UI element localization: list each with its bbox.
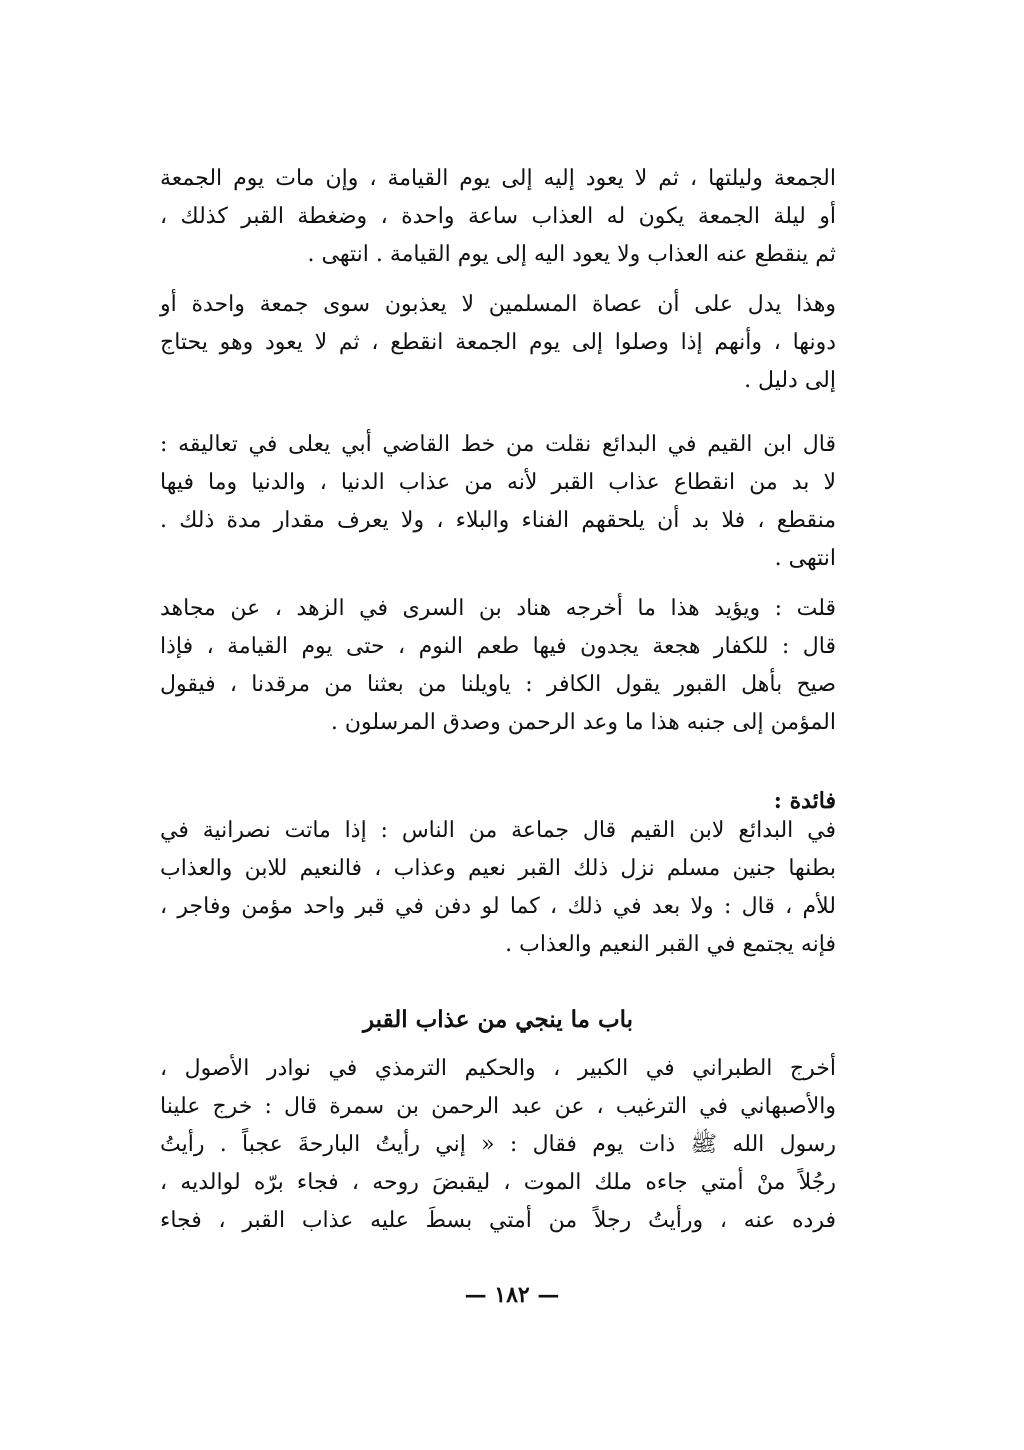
text-line: رجُلاً منْ أمتي جاءه ملك الموت ، ليقبضَ روحه ، فجاء برّه لوالديه ، xyxy=(160,1170,836,1195)
paragraph-2 xyxy=(160,286,836,400)
text-line: فرده عنه ، ورأيتُ رجلاً من أمتي بسطَ عليه عذاب القبر ، فجاء xyxy=(160,1208,836,1233)
text-line: المؤمن إلى جنبه هذا ما وعد الرحمن وصدق المرسلون . xyxy=(330,710,836,735)
text-line: انتهى . xyxy=(774,546,836,571)
text-line: والأصبهاني في الترغيب ، عن عبد الرحمن بن سمرة قال : خرج علينا xyxy=(160,1094,836,1119)
paragraph-6 xyxy=(160,1050,836,1240)
text-line: فإنه يجتمع في القبر النعيم والعذاب . xyxy=(505,932,836,957)
text-line: وهذا يدل على أن عصاة المسلمين لا يعذبون سوى جمعة واحدة أو xyxy=(160,292,836,317)
heading-text: فائدة : xyxy=(773,788,836,814)
chapter-title: باب ما ينجي من عذاب القبر xyxy=(362,1006,634,1033)
page-number: — ١٨٢ — xyxy=(464,1282,560,1308)
paragraph-5 xyxy=(160,812,836,964)
text-line: إلى دليل . xyxy=(744,368,836,393)
paragraph-4 xyxy=(160,590,836,742)
text-line: قال : للكفار هجعة يجدون فيها طعم النوم ، حتى يوم القيامة ، فإذا xyxy=(160,634,836,659)
text-line: أخرج الطبراني في الكبير ، والحكيم الترمذي في نوادر الأصول ، xyxy=(160,1056,836,1081)
text-line: قال ابن القيم في البدائع نقلت من خط القاضي أبي يعلى في تعاليقه : xyxy=(160,432,836,457)
text-line: للأم ، قال : ولا بعد في ذلك ، كما لو دفن في قبر واحد مؤمن وفاجر ، xyxy=(160,894,836,919)
text-line: منقطع ، فلا بد أن يلحقهم الفناء والبلاء ، ولا يعرف مقدار مدة ذلك . xyxy=(160,508,836,533)
paragraph-3 xyxy=(160,426,836,578)
text-line: في البدائع لابن القيم قال جماعة من الناس : إذا ماتت نصرانية في xyxy=(160,818,836,843)
text-line: بطنها جنين مسلم نزل ذلك القبر نعيم وعذاب ، فالنعيم للابن والعذاب xyxy=(160,856,836,881)
text-line: لا بد من انقطاع عذاب القبر لأنه من عذاب الدنيا ، والدنيا وما فيها xyxy=(160,470,836,495)
text-line: صيح بأهل القبور يقول الكافر : ياويلنا من بعثنا من مرقدنا ، فيقول xyxy=(160,672,836,697)
text-line: دونها ، وأنهم إذا وصلوا إلى يوم الجمعة انقطع ، ثم لا يعود وهو يحتاج xyxy=(160,330,836,355)
text-line: الجمعة وليلتها ، ثم لا يعود إليه إلى يوم القيامة ، وإن مات يوم الجمعة xyxy=(160,166,836,191)
text-line: رسول الله ﷺ ذات يوم فقال : « إني رأيتُ البارحةَ عجباً . رأيتُ xyxy=(160,1132,836,1157)
text-line: أو ليلة الجمعة يكون له العذاب ساعة واحدة ، وضغطة القبر كذلك ، xyxy=(160,204,836,229)
text-line: قلت : ويؤيد هذا ما أخرجه هناد بن السرى في الزهد ، عن مجاهد xyxy=(160,596,836,621)
paragraph-1 xyxy=(160,160,836,274)
text-line: ثم ينقطع عنه العذاب ولا يعود اليه إلى يوم القيامة . انتهى . xyxy=(307,242,836,267)
